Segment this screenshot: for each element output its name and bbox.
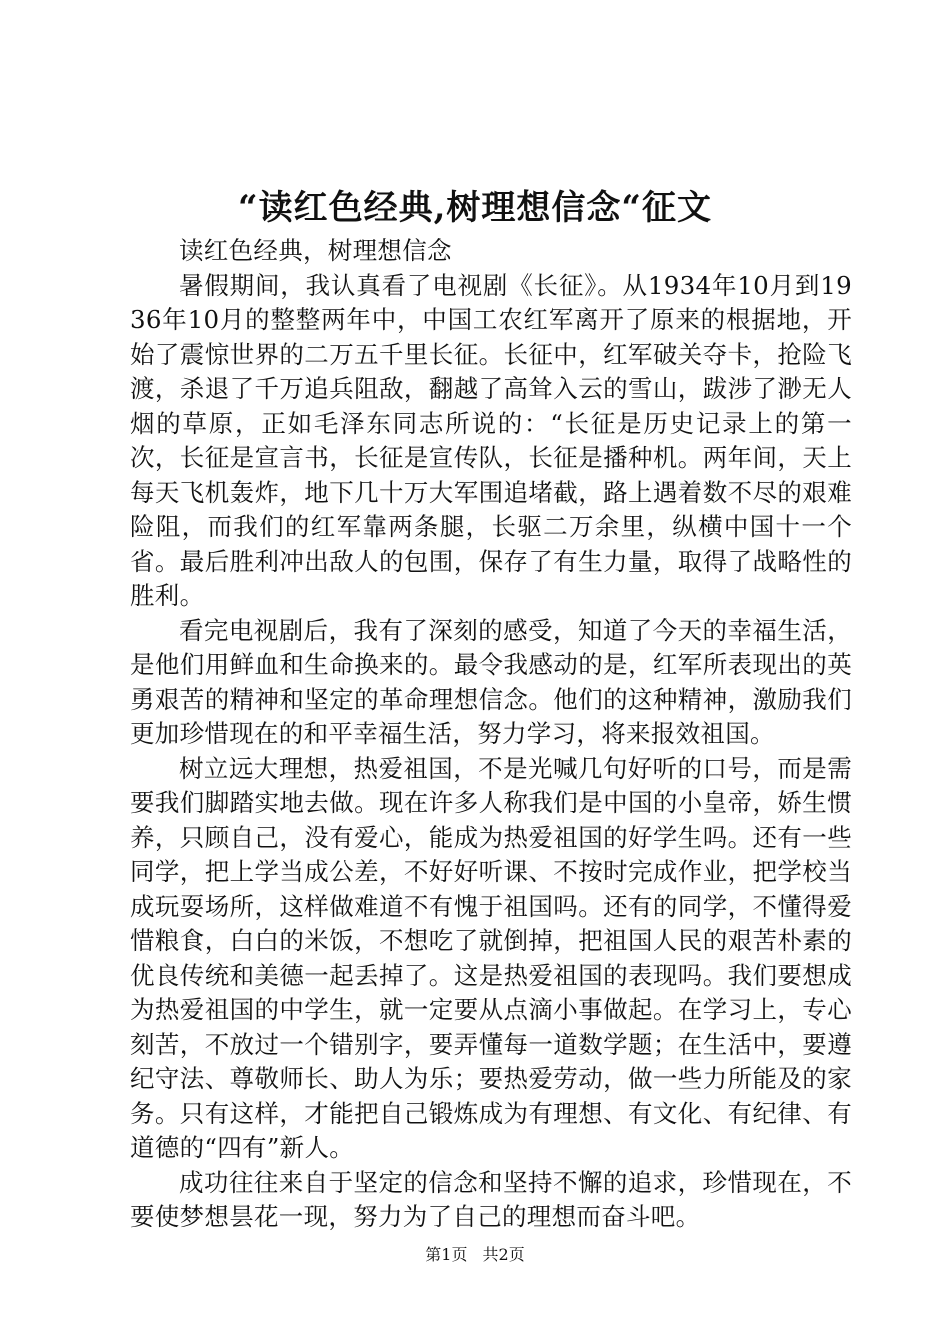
page-number-total: 共2页 <box>482 1245 525 1264</box>
document-body <box>130 234 852 1235</box>
page-footer <box>0 1244 950 1266</box>
paragraph-1: 暑假期间，我认真看了电视剧《长征》。从1934年10月到1936年10月的整整两年中，中国工农红军离开了原来的根据地，开始了震惊世界的二万五千里长征。长征中，红军破关夺卡，抢险飞渡，杀退了千万追兵阻敌，翻越了高耸入云的雪山，跋涉了渺无人烟的草原，正如毛泽东同志所说的：“长征是历史记录上的第一次，长征是宣言书，长征是宣传队，长征是播种机。两年间，天上每天飞机轰炸，地下几十万大军围追堵截，路上遇着数不尽的艰难险阻，而我们的红军靠两条腿，长驱二万余里，纵横中国十一个省。最后胜利冲出敌人的包围，保存了有生力量，取得了战略性的胜利。 <box>130 270 852 610</box>
paragraph-3: 树立远大理想，热爱祖国，不是光喊几句好听的口号，而是需要我们脚踏实地去做。现在许多人称我们是中国的小皇帝，娇生惯养，只顾自己，没有爱心，能成为热爱祖国的好学生吗。还有一些同学，把上学当成公差，不好好听课、不按时完成作业，把学校当成玩耍场所，这样做难道不有愧于祖国吗。还有的同学，不懂得爱惜粮食，白白的米饭，不想吃了就倒掉，把祖国人民的艰苦朴素的优良传统和美德一起丢掉了。这是热爱祖国的表现吗。我们要想成为热爱祖国的中学生，就一定要从点滴小事做起。在学习上，专心刻苦，不放过一个错别字，要弄懂每一道数学题；在生活中，要遵纪守法、尊敬师长、助人为乐；要热爱劳动，做一些力所能及的家务。只有这样，才能把自己锻炼成为有理想、有文化、有纪律、有道德的“四有”新人。 <box>130 753 852 1162</box>
paragraph-subtitle: 读红色经典，树理想信念 <box>179 236 452 265</box>
page-number-current: 第1页 <box>425 1245 468 1264</box>
paragraph-2: 看完电视剧后，我有了深刻的感受，知道了今天的幸福生活，是他们用鲜血和生命换来的。最令我感动的是，红军所表现出的英勇艰苦的精神和坚定的革命理想信念。他们的这种精神，激励我们更加珍惜现在的和平幸福生活，努力学习，将来报效祖国。 <box>130 615 852 748</box>
paragraph-4: 成功往往来自于坚定的信念和坚持不懈的追求，珍惜现在，不要使梦想昙花一现，努力为了自己的理想而奋斗吧。 <box>130 1167 852 1231</box>
document-title: “读红色经典,树理想信念“征文 <box>238 188 712 228</box>
